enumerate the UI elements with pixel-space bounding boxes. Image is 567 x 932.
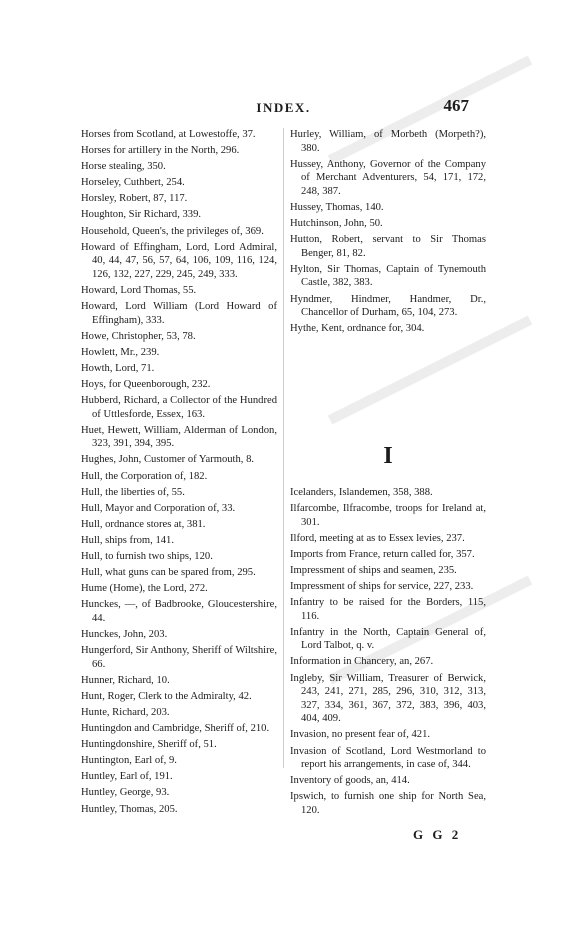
index-entry: Imports from France, return called for, 357. — [290, 548, 475, 560]
index-entry: Ilfarcombe, Ilfracombe, troops for Ireland at, 301. — [290, 503, 486, 528]
index-entry: Howard of Effingham, Lord, Lord Admiral, 40, 44, 47, 56, 57, 64, 106, 109, 116, 124, 126, 132, 227, 229, 245, 249, 333. — [81, 241, 277, 280]
index-entry: Ingleby, Sir William, Treasurer of Berwick, 243, 241, 271, 285, 296, 310, 312, 313, 327, 334, 361, 367, 372, 383, 396, 403, 404, 409. — [290, 672, 486, 725]
index-entry: Household, Queen's, the privileges of, 369. — [81, 225, 264, 237]
index-entry: Hutton, Robert, servant to Sir Thomas Benger, 81, 82. — [290, 234, 486, 259]
index-entry: Hull, Mayor and Corporation of, 33. — [81, 502, 236, 514]
index-entry: Ipswich, to furnish one ship for North Sea, 120. — [290, 791, 486, 816]
signature-mark: G G 2 — [413, 827, 462, 842]
index-entry: Hunt, Roger, Clerk to the Admiralty, 42. — [81, 690, 252, 702]
index-entry: Horse stealing, 350. — [81, 161, 166, 173]
index-entry: Hyndmer, Hindmer, Handmer, Dr., Chancellor of Durham, 65, 104, 273. — [290, 293, 486, 319]
index-entry: Howe, Christopher, 53, 78. — [81, 330, 196, 342]
index-entry: Hythe, Kent, ordnance for, 304. — [290, 323, 425, 335]
index-entry: Hussey, Anthony, Governor of the Company of Merchant Adventurers, 54, 171, 172, 248, 387. — [290, 158, 486, 197]
index-entry: Hunckes, John, 203. — [81, 629, 168, 640]
index-entry: Hull, the liberties of, 55. — [81, 486, 185, 498]
page-number: 467 — [443, 96, 469, 115]
index-entry: Impressment of ships for service, 227, 233. — [290, 580, 474, 592]
index-entry: Icelanders, Islandemen, 358, 388. — [290, 486, 433, 498]
index-entry: Infantry in the North, Captain General of, Lord Talbot, q. v. — [290, 626, 486, 652]
index-entry: Huet, Hewett, William, Alderman of London, 323, 391, 394, 395. — [81, 424, 277, 450]
index-entry: Horses from Scotland, at Lowestoffe, 37. — [81, 129, 256, 140]
index-entry: Invasion of Scotland, Lord Westmorland to report his arrangements, in case of, 344. — [290, 745, 486, 771]
column-divider — [283, 128, 284, 768]
index-entry: Howard, Lord Thomas, 55. — [81, 284, 197, 296]
index-entry: Hull, to furnish two ships, 120. — [81, 551, 213, 563]
index-entry: Invasion, no present fear of, 421. — [290, 729, 431, 741]
index-entry: Hunner, Richard, 10. — [81, 674, 170, 686]
index-entry: Howlett, Mr., 239. — [81, 346, 160, 358]
index-column-right — [290, 128, 486, 820]
index-entry: Hume (Home), the Lord, 272. — [81, 583, 208, 595]
index-entry: Howth, Lord, 71. — [81, 362, 155, 374]
index-entry: Hussey, Thomas, 140. — [290, 201, 384, 213]
index-entry: Hutchinson, John, 50. — [290, 218, 383, 230]
index-entry: Huntingdon and Cambridge, Sheriff of, 210. — [81, 723, 270, 735]
index-section-i — [290, 486, 486, 818]
index-column-left — [81, 128, 277, 819]
index-entry: Hughes, John, Customer of Yarmouth, 8. — [81, 454, 255, 466]
index-entry: Horseley, Cuthbert, 254. — [81, 177, 185, 189]
index-entry: Horses for artillery in the North, 296. — [81, 145, 240, 157]
index-entry: Howard, Lord William (Lord Howard of Effingham), 333. — [81, 301, 277, 326]
index-entry: Hull, ordnance stores at, 381. — [81, 518, 206, 530]
index-entry: Houghton, Sir Richard, 339. — [81, 209, 202, 221]
index-entry: Huntley, George, 93. — [81, 787, 170, 799]
index-entry: Hull, ships from, 141. — [81, 534, 174, 546]
index-entry: Huntley, Earl of, 191. — [81, 771, 173, 783]
index-entry: Hull, the Corporation of, 182. — [81, 470, 208, 482]
index-entry: Hubberd, Richard, a Collector of the Hundred of Uttlesforde, Essex, 163. — [81, 395, 277, 420]
index-entry: Hunte, Richard, 203. — [81, 706, 170, 718]
index-entry: Huntingdonshire, Sheriff of, 51. — [81, 739, 217, 751]
index-entry: Hurley, William, of Morbeth (Morpeth?), 380. — [290, 129, 486, 154]
index-entry: Hunckes, —, of Badbrooke, Gloucestershire, 44. — [81, 599, 277, 624]
index-entry: Impressment of ships and seamen, 235. — [290, 564, 457, 576]
index-entry: Hoys, for Queenborough, 232. — [81, 379, 211, 390]
index-entry: Hylton, Sir Thomas, Captain of Tynemouth Castle, 382, 383. — [290, 263, 486, 289]
section-gap — [290, 338, 486, 450]
index-entry: Information in Chancery, an, 267. — [290, 656, 434, 668]
index-entry: Hull, what guns can be spared from, 295. — [81, 567, 256, 579]
index-entry: Ilford, meeting at as to Essex levies, 237. — [290, 532, 465, 544]
index-section-h-continued — [290, 128, 486, 336]
index-entry: Huntington, Earl of, 9. — [81, 755, 177, 767]
page-title: INDEX. — [256, 100, 311, 115]
section-letter-heading: I — [383, 443, 393, 470]
index-entry: Horsley, Robert, 87, 117. — [81, 193, 188, 205]
index-entry: Hungerford, Sir Anthony, Sheriff of Wiltshire, 66. — [81, 645, 277, 670]
index-entry: Huntley, Thomas, 205. — [81, 803, 178, 815]
index-entry: Inventory of goods, an, 414. — [290, 775, 410, 787]
index-entry: Infantry to be raised for the Borders, 115, 116. — [290, 597, 486, 622]
